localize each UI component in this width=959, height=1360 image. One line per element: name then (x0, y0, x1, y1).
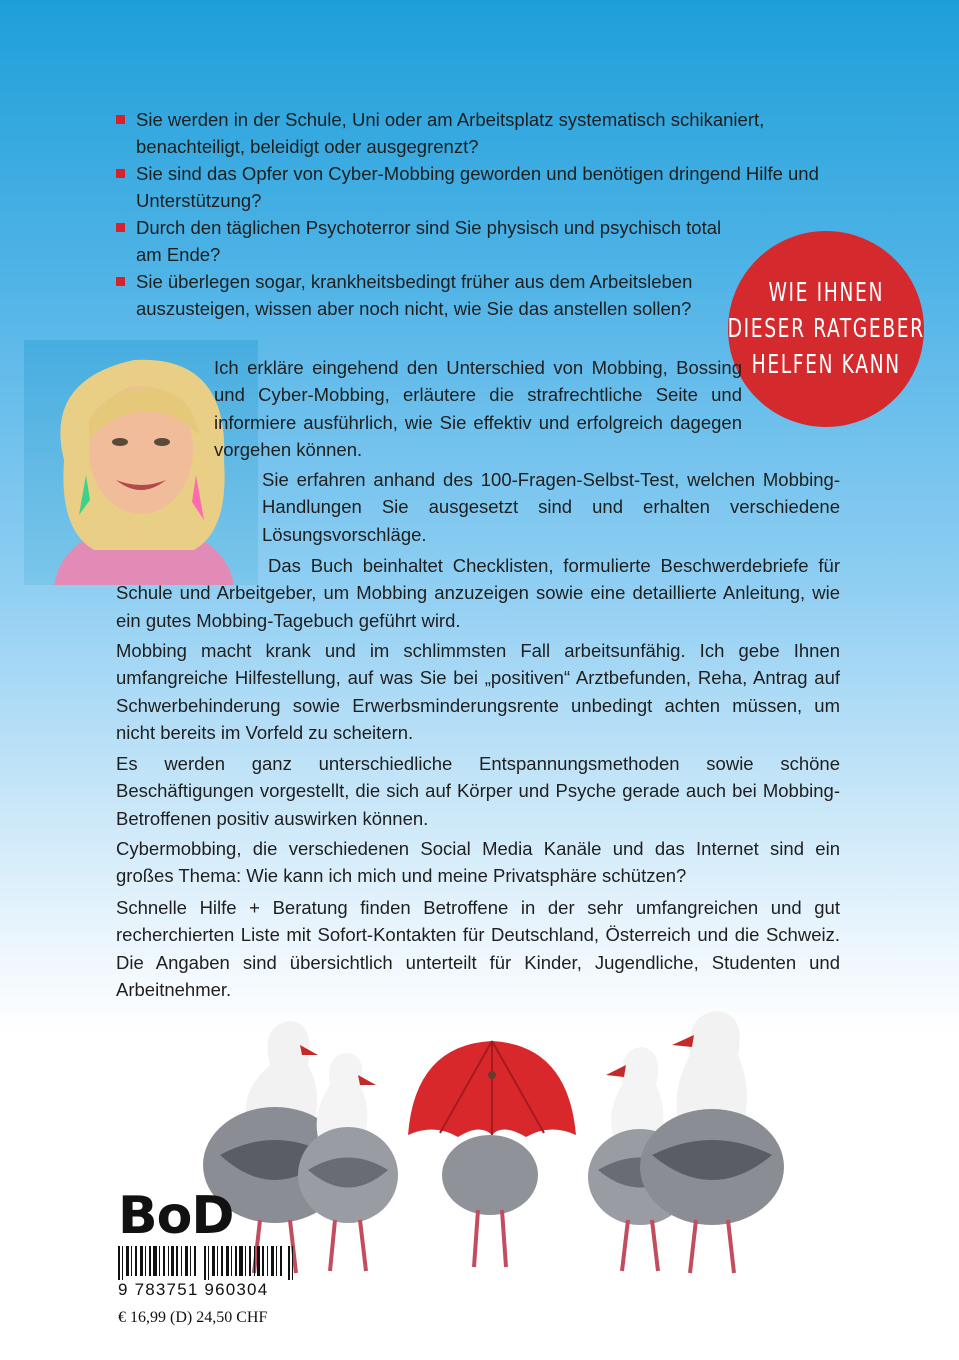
bullet-item (116, 160, 840, 214)
red-square-bullet-icon (116, 115, 125, 124)
price-label: € 16,99 (D) 24,50 CHF (118, 1309, 268, 1326)
red-square-bullet-icon (116, 277, 125, 286)
paragraph (116, 552, 840, 634)
paragraph: Cybermobbing, die verschiedenen Social Media Kanäle und das Internet sind ein großes Thema: Wie kann ich mich und meine Privatsphäre schützen? (116, 838, 840, 887)
badge-line: DIESER RATGEBER (727, 314, 925, 344)
badge-line: WIE IHNEN (768, 278, 884, 308)
paragraph: Ich erkläre eingehend den Unterschied von Mobbing, Bossing und Cyber-Mobbing, erläutere die strafrechtliche Seite und informiere ausführlich, wie Sie effektiv und erfolgreich dagegen vorgehen können. (214, 357, 742, 460)
paragraph: Sie erfahren anhand des 100-Fragen-Selbst-Test, welchen Mobbing-Handlungen Sie ausgesetzt sind und erhalten verschiedene Lösungsvorschläge. (262, 469, 840, 545)
paragraph-text: Das Buch beinhaltet Checklisten, formulierte Beschwerdebriefe für Schule und Arbeitgeber, um Mobbing anzuzeigen sowie eine detaillierte Anleitung, wie ein gutes Mobbing-Tagebuch geführt wird. (116, 555, 840, 631)
paragraph: Es werden ganz unterschiedliche Entspannungsmethoden sowie schöne Beschäftigungen vorgestellt, die sich auf Körper und Psyche gerade auch bei Mobbing-Betroffenen positiv auswirken können. (116, 753, 840, 829)
bullet-item (116, 106, 840, 160)
bullet-text: Durch den täglichen Psychoterror sind Sie physisch und psychisch total am Ende? (136, 217, 722, 265)
bullet-item (116, 214, 746, 268)
bullet-text: Sie sind das Opfer von Cyber-Mobbing geworden und benötigen dringend Hilfe und Unterstützung? (136, 163, 819, 211)
isbn-number: 9 783751 960304 (118, 1280, 269, 1299)
bullet-text: Sie überlegen sogar, krankheitsbedingt früher aus dem Arbeitsleben auszusteigen, wissen aber noch nicht, wie Sie das anstellen sollen? (136, 271, 693, 319)
bullet-text: Sie werden in der Schule, Uni oder am Arbeitsplatz systematisch schikaniert, benachteiligt, beleidigt oder ausgegrenzt? (136, 109, 765, 157)
question-list (116, 106, 840, 322)
seagull-icon (640, 1011, 784, 1273)
red-circle-badge (728, 231, 924, 427)
barcode-icon (118, 1246, 298, 1280)
red-umbrella-icon (408, 1041, 576, 1267)
seagulls-umbrella-illustration (190, 1005, 930, 1275)
badge-line: HELFEN KANN (751, 350, 901, 380)
paragraph: Schnelle Hilfe + Beratung finden Betroffene in der sehr umfangreichen und gut recherchierten Liste mit Sofort-Kontakten für Deutschland, Österreich und die Schweiz. Die Angaben sind übersichtlich unterteilt für Kinder, Jugendliche, Studenten und Arbeitnehmer. (116, 897, 840, 1000)
bullet-item (116, 268, 746, 322)
red-square-bullet-icon (116, 223, 125, 232)
red-square-bullet-icon (116, 169, 125, 178)
publisher-logo: BoD (118, 1186, 234, 1246)
paragraph: Mobbing macht krank und im schlimmsten Fall arbeitsunfähig. Ich gebe Ihnen umfangreiche Hilfestellung, auf was Sie bei „positiven“ Arztbefunden, Reha, Antrag auf Schwerbehinderung sowie Erwerbsminderungsrente unbedingt achten müssen, um nicht bereits im Vorfeld zu scheitern. (116, 640, 840, 743)
